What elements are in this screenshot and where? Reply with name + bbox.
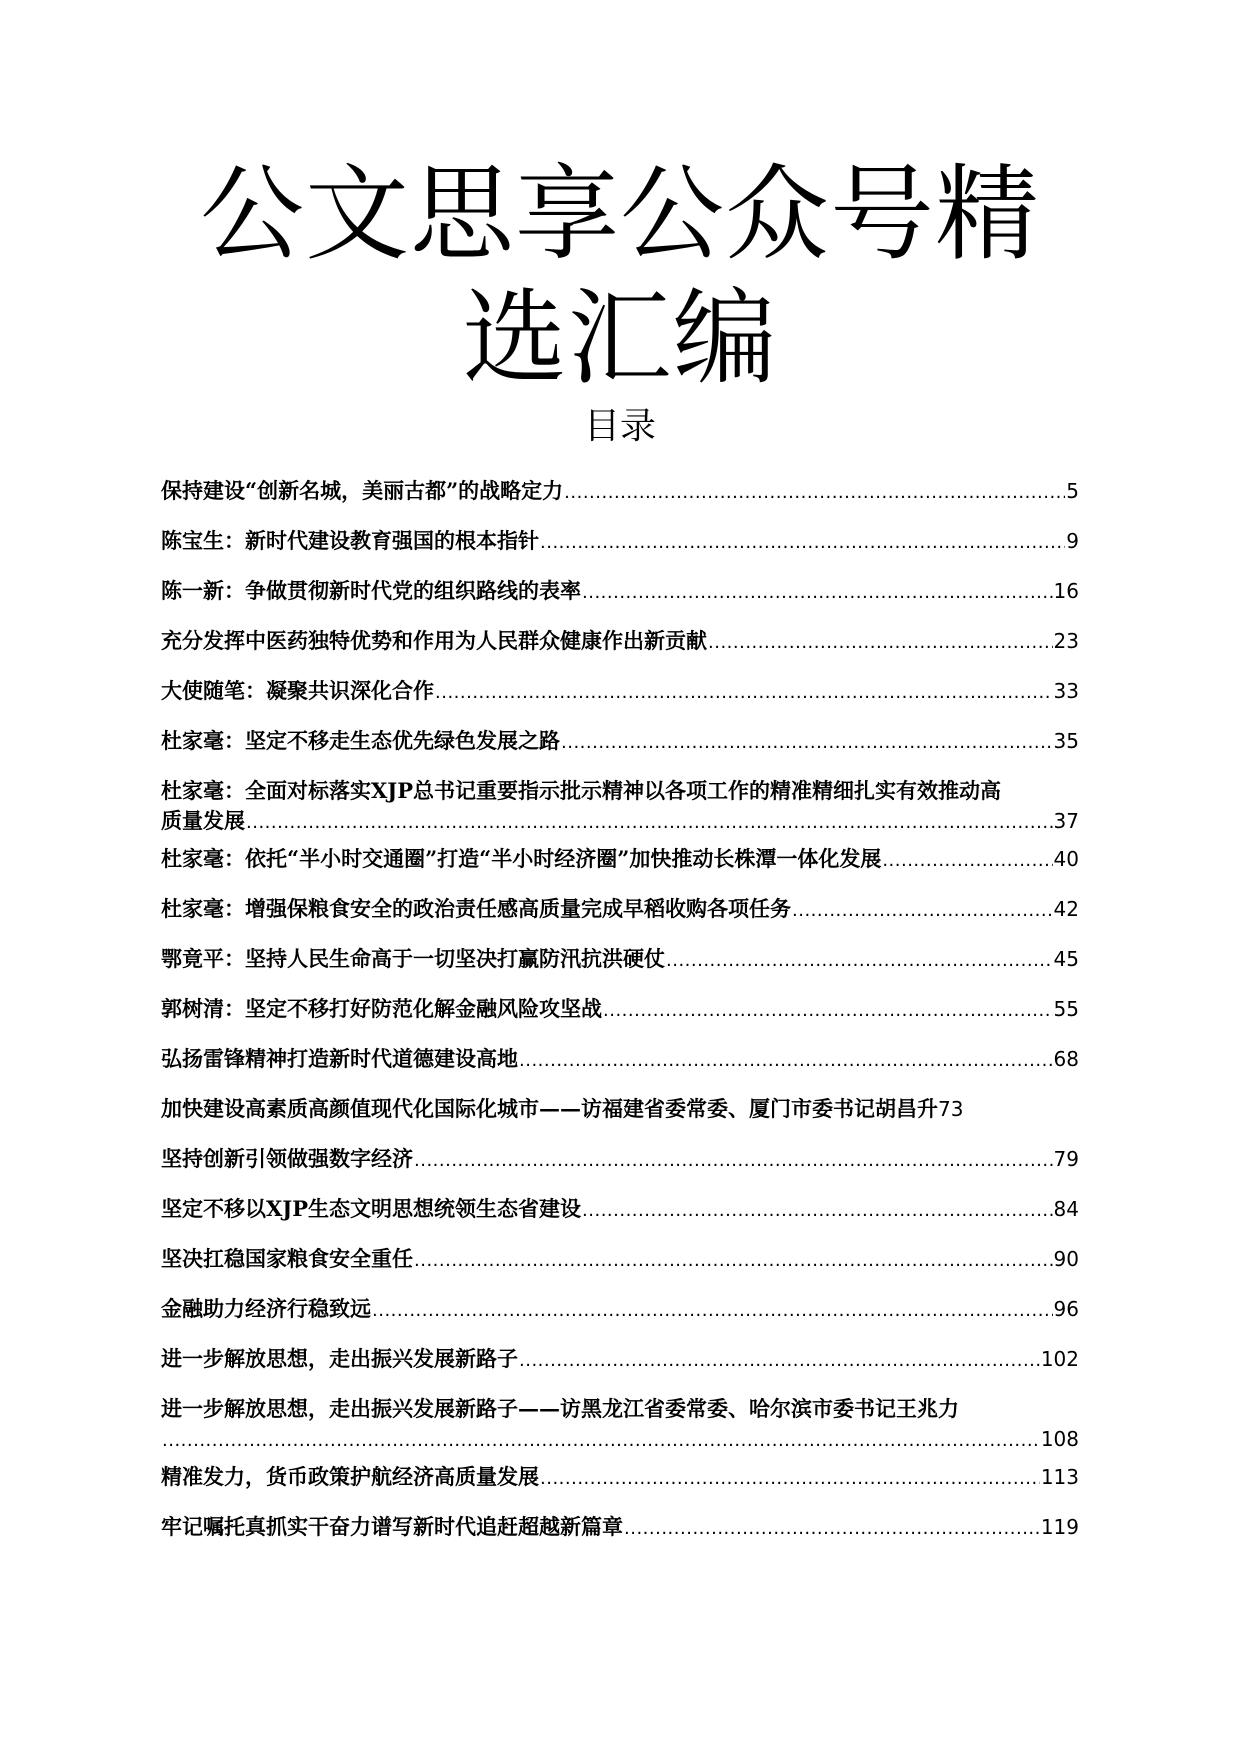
- toc-dot-leader: [564, 478, 1065, 508]
- toc-dot-leader: [582, 578, 1053, 608]
- toc-entry-title: 金融助力经济行稳致远: [161, 1296, 371, 1321]
- toc-page-number: 79: [1053, 1147, 1079, 1171]
- toc-entry-title: 坚决扛稳国家粮食安全重任: [161, 1246, 413, 1271]
- toc-page-number: 16: [1053, 579, 1079, 603]
- toc-entry-title: 杜家毫：增强保粮食安全的政治责任感高质量完成早稻收购各项任务: [161, 896, 791, 921]
- toc-entry-title: 陈宝生：新时代建设教育强国的根本指针: [161, 528, 539, 553]
- toc-dot-leader: [519, 1346, 1040, 1376]
- toc-entry-title: 保持建设“创新名城，美丽古都”的战略定力: [161, 478, 564, 503]
- toc-entry[interactable]: [161, 1286, 1079, 1336]
- toc-dot-leader: [372, 1296, 1053, 1326]
- toc-dot-leader: [792, 896, 1053, 926]
- toc-entry[interactable]: [161, 1136, 1079, 1186]
- toc-page-number: 55: [1053, 997, 1079, 1021]
- toc-entry-title: 加快建设高素质高颜值现代化国际化城市——访福建省委常委、厦门市委书记胡昌升: [161, 1096, 938, 1121]
- toc-dot-leader: [666, 946, 1053, 976]
- toc-entry-title: 精准发力，货币政策护航经济高质量发展: [161, 1464, 539, 1489]
- toc-page-number: 96: [1053, 1297, 1079, 1321]
- toc-page-number: 68: [1053, 1047, 1079, 1071]
- toc-dot-leader: [435, 678, 1053, 708]
- toc-dot-leader: [561, 728, 1053, 758]
- toc-entry[interactable]: [161, 886, 1079, 936]
- toc-entry-title: 郭树清：坚定不移打好防范化解金融风险攻坚战: [161, 996, 602, 1021]
- toc-entry[interactable]: [161, 1236, 1079, 1286]
- toc-page-number: 35: [1053, 729, 1079, 753]
- toc-entry-title-continued: 质量发展: [161, 808, 245, 833]
- toc-dot-leader: [882, 846, 1052, 876]
- toc-page-number: 84: [1053, 1197, 1079, 1221]
- toc-page-number: 23: [1053, 629, 1079, 653]
- toc-dot-leader: [540, 1464, 1040, 1494]
- toc-entry[interactable]: [161, 1036, 1079, 1086]
- toc-entry[interactable]: [161, 568, 1079, 618]
- toc-entry-title: 陈一新：争做贯彻新时代党的组织路线的表率: [161, 578, 581, 603]
- toc-entry[interactable]: [161, 1454, 1079, 1504]
- toc-page-number: 33: [1053, 679, 1079, 703]
- toc-entry[interactable]: [161, 1336, 1079, 1386]
- toc-dot-leader: [603, 996, 1053, 1026]
- toc-entry-title: 弘扬雷锋精神打造新时代道德建设高地: [161, 1046, 518, 1071]
- toc-entry-title: 杜家毫：坚定不移走生态优先绿色发展之路: [161, 728, 560, 753]
- toc-entry-title: 进一步解放思想，走出振兴发展新路子——访黑龙江省委常委、哈尔滨市委书记王兆力: [161, 1396, 959, 1421]
- toc-entry[interactable]: [161, 836, 1079, 886]
- toc-page-number: 113: [1040, 1465, 1079, 1489]
- toc-dot-leader: [624, 1514, 1040, 1544]
- toc-entry-title: 坚定不移以XJP生态文明思想统领生态省建设: [161, 1196, 582, 1221]
- toc-page-number: 42: [1053, 897, 1079, 921]
- document-title: 公文思享公众号精选汇编: [199, 153, 1040, 399]
- toc-entry[interactable]: [161, 618, 1079, 668]
- toc-entry-title: 鄂竟平：坚持人民生命高于一切坚决打赢防汛抗洪硬仗: [161, 946, 665, 971]
- toc-dot-leader: [708, 628, 1053, 658]
- toc-page-number: 40: [1053, 847, 1079, 871]
- toc-entry-title: 杜家毫：全面对标落实XJP总书记重要指示批示精神以各项工作的精准精细扎实有效推动高: [161, 778, 1002, 803]
- toc-entry[interactable]: [161, 718, 1079, 768]
- toc-entry[interactable]: [161, 936, 1079, 986]
- toc-page-number: 45: [1053, 947, 1079, 971]
- toc-page-number: 5: [1066, 479, 1079, 503]
- toc-dot-leader: [519, 1046, 1053, 1076]
- toc-entry-title: 进一步解放思想，走出振兴发展新路子: [161, 1346, 518, 1371]
- toc-entry[interactable]: [161, 668, 1079, 718]
- toc-entry[interactable]: [161, 518, 1079, 568]
- toc-page-number: 9: [1066, 529, 1079, 553]
- toc-entry[interactable]: [161, 768, 1079, 836]
- toc-entry-title: 充分发挥中医药独特优势和作用为人民群众健康作出新贡献: [161, 628, 707, 653]
- toc-entry[interactable]: [161, 986, 1079, 1036]
- toc-entry[interactable]: [161, 1504, 1079, 1554]
- toc-entry-title: 大使随笔：凝聚共识深化合作: [161, 678, 434, 703]
- toc-entry[interactable]: [161, 1086, 1079, 1136]
- toc-heading: 目录: [583, 406, 656, 447]
- toc-page-number: 37: [1053, 809, 1079, 833]
- toc-list: [161, 468, 1079, 1554]
- toc-dot-leader: [162, 1426, 1040, 1456]
- toc-entry[interactable]: [161, 1386, 1079, 1454]
- toc-entry-title: 杜家毫：依托“半小时交通圈”打造“半小时经济圈”加快推动长株潭一体化发展: [161, 846, 882, 871]
- toc-dot-leader: [414, 1146, 1053, 1176]
- toc-dot-leader: [582, 1196, 1053, 1226]
- toc-page-number: 102: [1040, 1347, 1079, 1371]
- toc-page-number: 119: [1040, 1515, 1079, 1539]
- toc-dot-leader: [246, 808, 1053, 838]
- toc-dot-leader: [540, 528, 1065, 558]
- toc-entry-title: 牢记嘱托真抓实干奋力谱写新时代追赶超越新篇章: [161, 1514, 623, 1539]
- toc-entry-title: 坚持创新引领做强数字经济: [161, 1146, 413, 1171]
- toc-entry[interactable]: [161, 1186, 1079, 1236]
- toc-entry[interactable]: [161, 468, 1079, 518]
- toc-dot-leader: [414, 1246, 1053, 1276]
- toc-page-number: 73: [938, 1097, 964, 1121]
- toc-page-number: 108: [1040, 1427, 1079, 1451]
- toc-page-number: 90: [1053, 1247, 1079, 1271]
